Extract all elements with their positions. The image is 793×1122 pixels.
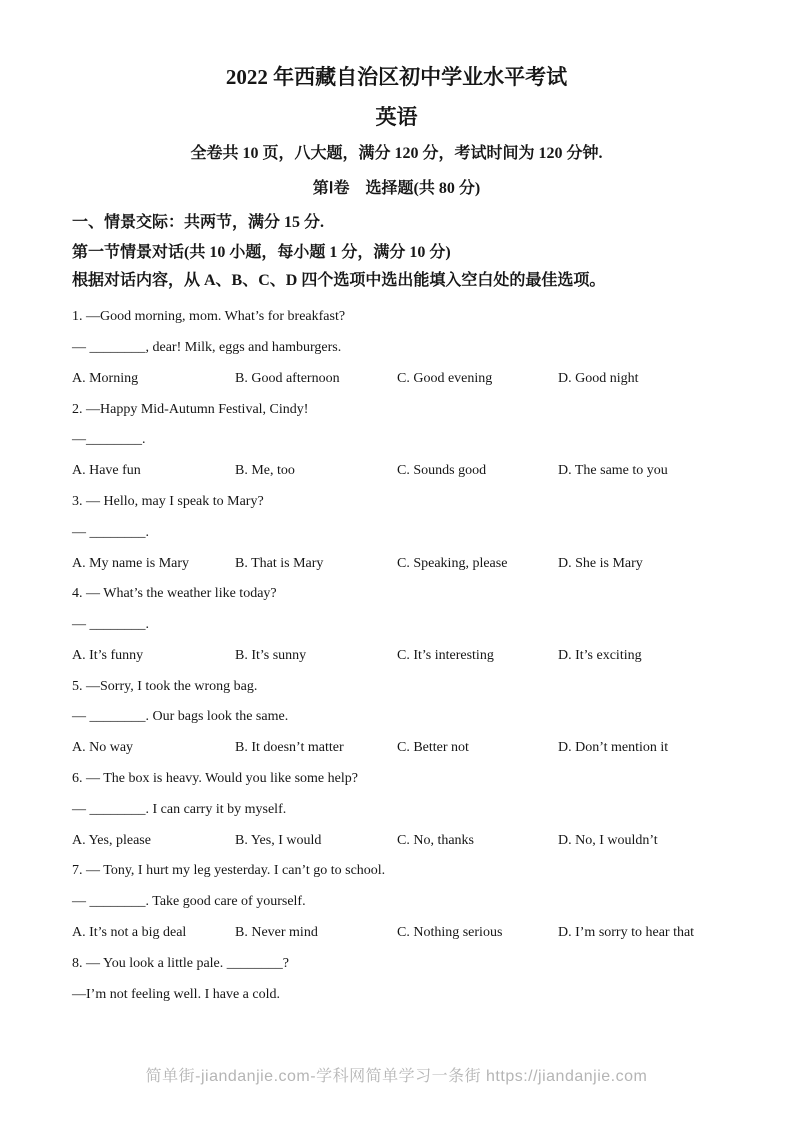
option: B. Yes, I would	[235, 832, 322, 848]
option: A. Have fun	[72, 463, 141, 479]
option: A. No way	[72, 740, 134, 756]
question-line: — ________. Take good care of yourself.	[72, 894, 306, 910]
question-block	[72, 487, 721, 579]
options-row	[72, 641, 721, 672]
option: D. It’s exciting	[558, 647, 642, 663]
exam-title: 2022 年西藏自治区初中学业水平考试	[225, 65, 568, 89]
option: C. Sounds good	[397, 463, 487, 479]
option: C. No, thanks	[397, 832, 474, 848]
option: D. No, I wouldn’t	[558, 832, 658, 848]
option: B. It’s sunny	[235, 647, 307, 663]
question-block	[72, 672, 721, 764]
option: B. That is Mary	[235, 555, 324, 571]
exam-body	[0, 213, 793, 1011]
question-line: — ________, dear! Milk, eggs and hamburgers.	[72, 339, 342, 355]
options-row	[72, 733, 721, 764]
section-heading: 一、情景交际：共两节，满分 15 分.	[72, 213, 325, 231]
option: A. It’s not a big deal	[72, 925, 187, 941]
option: B. Never mind	[235, 925, 318, 941]
option: D. She is Mary	[558, 555, 643, 571]
question-line: — ________. Our bags look the same.	[72, 709, 289, 725]
question-line: 7. — Tony, I hurt my leg yesterday. I can’t go to school.	[72, 863, 386, 879]
question-block	[72, 395, 721, 487]
question-block	[72, 856, 721, 948]
question-list	[72, 302, 721, 1010]
question-line: 3. — Hello, may I speak to Mary?	[72, 493, 264, 509]
options-row	[72, 826, 721, 857]
instructions: 根据对话内容，从 A、B、C、D 四个选项中选出能填入空白处的最佳选项。	[72, 271, 606, 289]
question-line: —I’m not feeling well. I have a cold.	[72, 986, 280, 1002]
question-line: — ________. I can carry it by myself.	[72, 801, 287, 817]
watermark-text: 简单街-jiandanjie.com-学科网简单学习一条街 https://jiandanjie.com	[145, 1068, 648, 1085]
question-line: 2. —Happy Mid-Autumn Festival, Cindy!	[72, 401, 309, 417]
option: D. I’m sorry to hear that	[558, 925, 695, 941]
option: A. Yes, please	[72, 832, 151, 848]
option: C. Speaking, please	[397, 555, 508, 571]
question-line: — ________.	[72, 617, 149, 633]
option: D. Don’t mention it	[558, 740, 669, 756]
option: C. Good evening	[397, 370, 493, 386]
question-line: 5. —Sorry, I took the wrong bag.	[72, 678, 258, 694]
option: B. Good afternoon	[235, 370, 340, 386]
option: D. Good night	[558, 370, 639, 386]
question-line: — ________.	[72, 524, 149, 540]
option: A. Morning	[72, 370, 139, 386]
option: B. Me, too	[235, 463, 295, 479]
exam-subject: 英语	[375, 105, 418, 130]
option: A. It’s funny	[72, 647, 144, 663]
options-row	[72, 918, 721, 949]
question-line: 1. —Good morning, mom. What’s for breakfast?	[72, 309, 346, 325]
question-line: 6. — The box is heavy. Would you like some help?	[72, 771, 358, 787]
options-row	[72, 549, 721, 580]
option: A. My name is Mary	[72, 555, 190, 571]
option: C. It’s interesting	[397, 647, 494, 663]
question-block	[72, 764, 721, 856]
question-block	[72, 579, 721, 671]
option: C. Better not	[397, 740, 469, 756]
options-row	[72, 456, 721, 487]
subsection-heading: 第一节情景对话(共 10 小题，每小题 1 分，满分 10 分)	[72, 243, 451, 261]
part-one-heading: 第Ⅰ卷 选择题(共 80 分)	[312, 180, 481, 198]
exam-info-line: 全卷共 10 页，八大题，满分 120 分，考试时间为 120 分钟.	[190, 145, 603, 163]
question-line: 8. — You look a little pale. ________?	[72, 955, 289, 971]
question-line: 4. — What’s the weather like today?	[72, 586, 277, 602]
options-row	[72, 364, 721, 395]
question-block	[72, 302, 721, 394]
question-line: —________.	[72, 432, 146, 448]
question-block	[72, 949, 721, 1011]
option: D. The same to you	[558, 463, 668, 479]
option: C. Nothing serious	[397, 925, 503, 941]
option: B. It doesn’t matter	[235, 740, 344, 756]
